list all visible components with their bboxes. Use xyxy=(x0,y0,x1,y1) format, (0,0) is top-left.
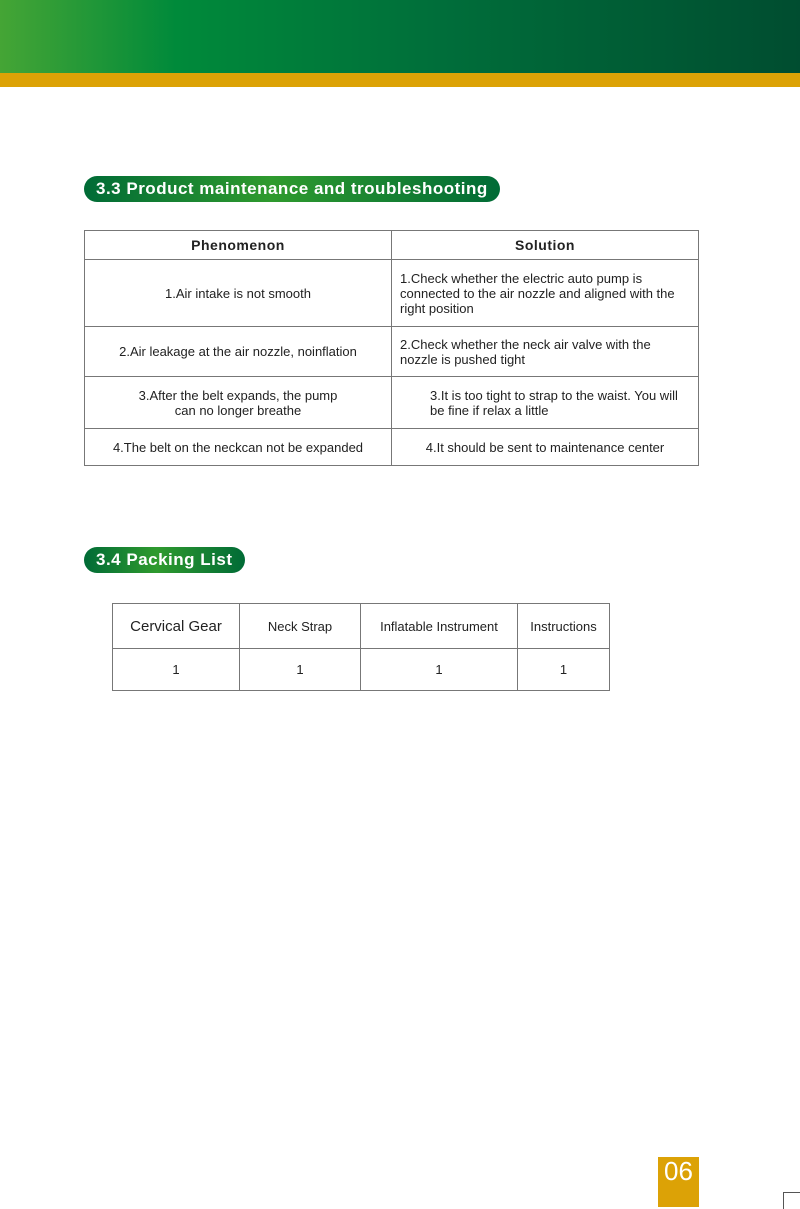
crop-mark xyxy=(783,1192,800,1209)
solution-cell: 3.It is too tight to strap to the waist. You will be fine if relax a little xyxy=(392,377,699,429)
table-row xyxy=(113,649,610,691)
phenomenon-cell: 1.Air intake is not smooth xyxy=(85,260,392,327)
header-cervical-gear: Cervical Gear xyxy=(113,604,240,649)
header-solution: Solution xyxy=(392,231,699,260)
solution-cell: 1.Check whether the electric auto pump is connected to the air nozzle and aligned with the right position xyxy=(392,260,699,327)
solution-cell: 2.Check whether the neck air valve with the nozzle is pushed tight xyxy=(392,327,699,377)
solution-cell: 4.It should be sent to maintenance center xyxy=(392,429,699,466)
header-gold-stripe xyxy=(0,73,800,87)
section-title-maintenance: 3.3 Product maintenance and troubleshooting xyxy=(84,176,500,202)
table-row xyxy=(85,429,699,466)
phenomenon-cell: 2.Air leakage at the air nozzle, noinflation xyxy=(85,327,392,377)
header-neck-strap: Neck Strap xyxy=(240,604,361,649)
table-row xyxy=(85,377,699,429)
section-title-packing-list: 3.4 Packing List xyxy=(84,547,245,573)
quantity-cell: 1 xyxy=(113,649,240,691)
troubleshooting-table xyxy=(84,230,699,466)
table-row xyxy=(85,327,699,377)
header-inflatable-instrument: Inflatable Instrument xyxy=(361,604,518,649)
quantity-cell: 1 xyxy=(240,649,361,691)
phenomenon-cell: 4.The belt on the neckcan not be expanded xyxy=(85,429,392,466)
quantity-cell: 1 xyxy=(361,649,518,691)
page-number: 06 xyxy=(658,1157,699,1207)
quantity-cell: 1 xyxy=(518,649,610,691)
header-banner xyxy=(0,0,800,73)
header-instructions: Instructions xyxy=(518,604,610,649)
header-phenomenon: Phenomenon xyxy=(85,231,392,260)
table-row xyxy=(85,260,699,327)
phenomenon-cell: 3.After the belt expands, the pump can no longer breathe xyxy=(85,377,392,429)
packing-list-table xyxy=(112,603,610,691)
